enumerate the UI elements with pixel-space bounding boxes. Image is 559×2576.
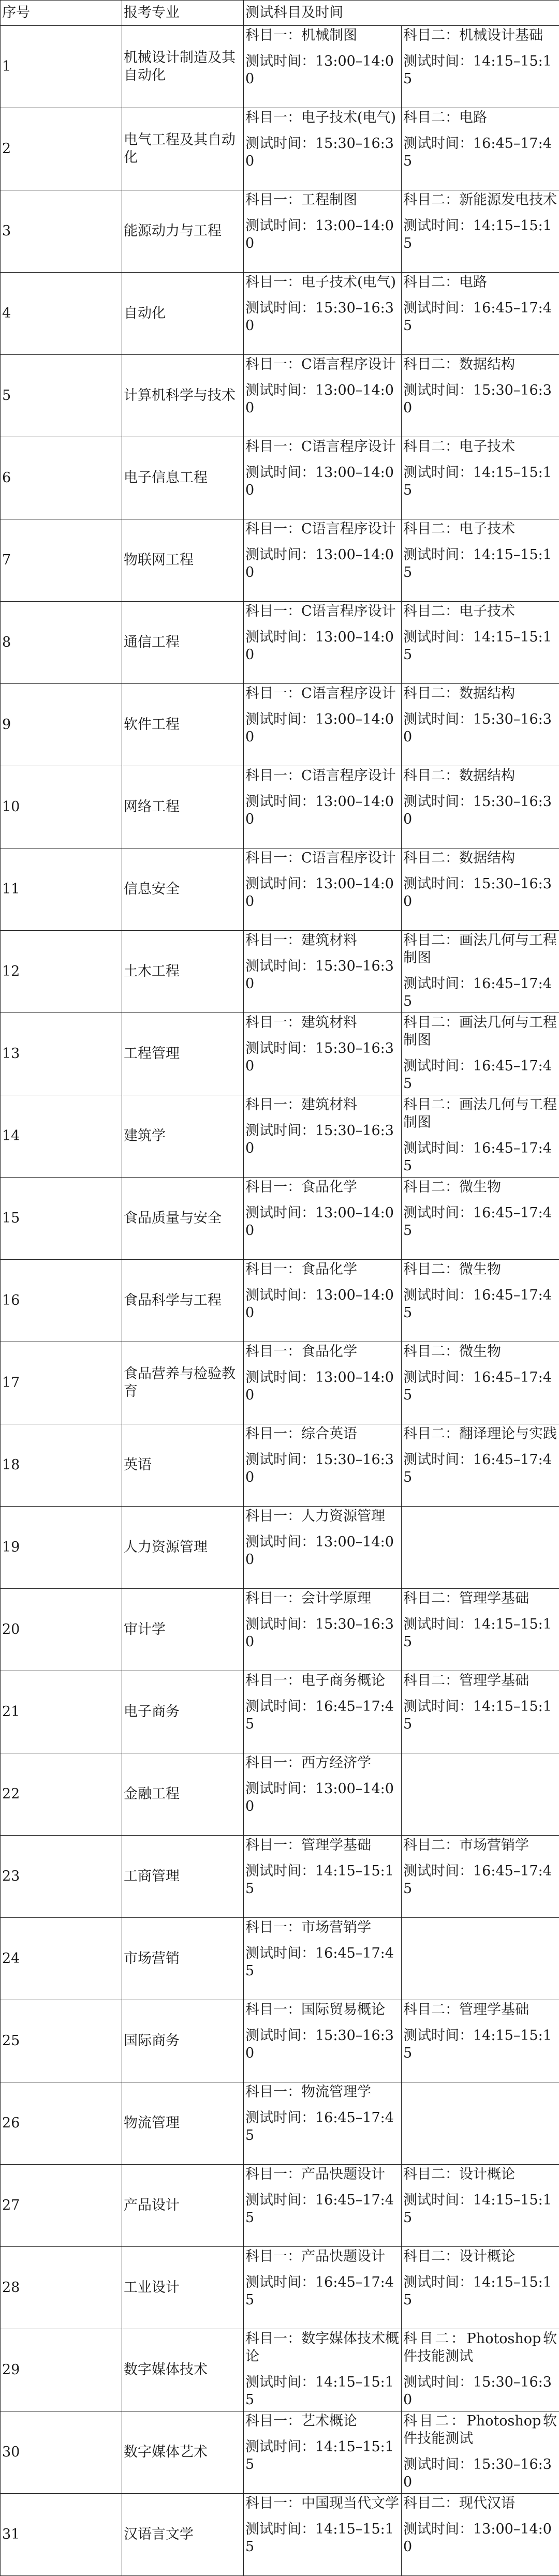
subject-2-name: 科目二：数据结构 (403, 685, 557, 703)
table-row (1, 2000, 559, 2082)
subject-2-cell (402, 1671, 559, 1753)
subject-1-name: 科目一：电子技术(电气) (245, 109, 399, 127)
subject-1-cell (244, 1918, 402, 2000)
row-number: 18 (1, 1424, 122, 1507)
subject-2-time: 测试时间：14:15–15:15 (403, 217, 557, 252)
subject-2-name: 科目二：翻译理论与实践 (403, 1425, 557, 1443)
major-name: 国际商务 (122, 2000, 244, 2082)
subject-1-cell (244, 1013, 402, 1095)
subject-1-cell (244, 931, 402, 1013)
major-name: 食品营养与检验教育 (122, 1342, 244, 1424)
subject-1-time: 测试时间：13:00–14:00 (245, 1287, 399, 1322)
subject-1-cell (244, 519, 402, 602)
subject-2-name: 科目二：设计概论 (403, 2166, 557, 2183)
row-number: 26 (1, 2082, 122, 2165)
subject-2-cell (402, 355, 559, 437)
table-row (1, 1095, 559, 1178)
major-name: 计算机科学与技术 (122, 355, 244, 437)
subject-2-cell (402, 190, 559, 273)
row-number: 27 (1, 2165, 122, 2247)
major-name: 人力资源管理 (122, 1507, 244, 1589)
major-name: 市场营销 (122, 1918, 244, 2000)
table-row (1, 2411, 559, 2494)
subject-1-time: 测试时间：13:00–14:00 (245, 793, 399, 828)
major-name: 数字媒体艺术 (122, 2411, 244, 2494)
subject-1-time: 测试时间：15:30–16:30 (245, 1040, 399, 1075)
major-name: 物联网工程 (122, 519, 244, 602)
subject-2-cell (402, 2494, 559, 2576)
subject-1-name: 科目一：会计学原理 (245, 1590, 399, 1607)
subject-2-time: 测试时间：14:15–15:15 (403, 629, 557, 664)
subject-2-time: 测试时间：16:45–17:45 (403, 1369, 557, 1404)
subject-1-name: 科目一：艺术概论 (245, 2413, 399, 2430)
subject-2-time: 测试时间：15:30–16:30 (403, 711, 557, 746)
table-row (1, 1507, 559, 1589)
subject-2-time: 测试时间：16:45–17:45 (403, 300, 557, 335)
subject-1-cell (244, 684, 402, 766)
major-name: 食品科学与工程 (122, 1260, 244, 1342)
subject-1-time: 测试时间：15:30–16:30 (245, 1122, 399, 1157)
major-name: 土木工程 (122, 931, 244, 1013)
subject-2-name: 科目二：电子技术 (403, 520, 557, 538)
table-row (1, 273, 559, 355)
table-row (1, 1013, 559, 1095)
row-number: 23 (1, 1836, 122, 1918)
subject-1-time: 测试时间：15:30–16:30 (245, 135, 399, 170)
subject-1-cell (244, 1424, 402, 1507)
major-name: 物流管理 (122, 2082, 244, 2165)
subject-1-cell (244, 1342, 402, 1424)
subject-1-name: 科目一：国际贸易概论 (245, 2001, 399, 2019)
subject-1-name: 科目一：电子技术(电气) (245, 274, 399, 291)
subject-2-cell (402, 2165, 559, 2247)
row-number: 14 (1, 1095, 122, 1178)
subject-1-time: 测试时间：13:00–14:00 (245, 546, 399, 582)
subject-2-time: 测试时间：16:45–17:45 (403, 1287, 557, 1322)
subject-2-cell (402, 2082, 559, 2165)
row-number: 10 (1, 766, 122, 848)
subject-1-time: 测试时间：13:00–14:00 (245, 217, 399, 252)
subject-1-time: 测试时间：13:00–14:00 (245, 1204, 399, 1240)
row-number: 31 (1, 2494, 122, 2576)
major-name: 汉语言文学 (122, 2494, 244, 2576)
subject-1-name: 科目一：中国现当代文学 (245, 2495, 399, 2512)
table-row (1, 2165, 559, 2247)
subject-2-name: 科目二：电路 (403, 274, 557, 291)
subject-1-name: 科目一：C语言程序设计 (245, 438, 399, 456)
subject-2-name: 科目二：管理学基础 (403, 2001, 557, 2019)
table-row (1, 355, 559, 437)
subject-1-time: 测试时间：13:00–14:00 (245, 464, 399, 499)
subject-2-cell (402, 1589, 559, 1671)
subject-1-name: 科目一：管理学基础 (245, 1837, 399, 1854)
subject-1-cell (244, 108, 402, 190)
table-row (1, 848, 559, 931)
subject-1-cell (244, 190, 402, 273)
subject-2-cell (402, 26, 559, 108)
subject-2-name: 科目二：管理学基础 (403, 1590, 557, 1607)
subject-1-name: 科目一：西方经济学 (245, 1754, 399, 1772)
table-row (1, 2247, 559, 2329)
subject-1-name: 科目一：物流管理学 (245, 2083, 399, 2101)
subject-1-time: 测试时间：14:15–15:15 (245, 1863, 399, 1898)
row-number: 12 (1, 931, 122, 1013)
table-row (1, 1836, 559, 1918)
row-number: 13 (1, 1013, 122, 1095)
subject-2-cell (402, 931, 559, 1013)
subject-2-time: 测试时间：15:30–16:30 (403, 382, 557, 417)
subject-1-name: 科目一：产品快题设计 (245, 2248, 399, 2266)
subject-1-time: 测试时间：16:45–17:45 (245, 2109, 399, 2145)
subject-2-name: 科目二：电子技术 (403, 603, 557, 620)
table-row (1, 1178, 559, 1260)
major-name: 食品质量与安全 (122, 1178, 244, 1260)
subject-1-cell (244, 2329, 402, 2411)
subject-2-cell (402, 1095, 559, 1178)
subject-2-cell (402, 2411, 559, 2494)
subject-2-name: 科目二：设计概论 (403, 2248, 557, 2266)
subject-1-name: 科目一：建筑材料 (245, 1096, 399, 1114)
subject-1-cell (244, 1260, 402, 1342)
row-number: 29 (1, 2329, 122, 2411)
subject-2-cell (402, 1342, 559, 1424)
table-row (1, 190, 559, 273)
row-number: 30 (1, 2411, 122, 2494)
subject-2-cell (402, 684, 559, 766)
major-name: 工业设计 (122, 2247, 244, 2329)
subject-1-time: 测试时间：13:00–14:00 (245, 53, 399, 88)
subject-2-time: 测试时间：14:15–15:15 (403, 1698, 557, 1733)
row-number: 22 (1, 1753, 122, 1836)
row-number: 1 (1, 26, 122, 108)
table-row (1, 1753, 559, 1836)
subject-1-name: 科目一：C语言程序设计 (245, 685, 399, 703)
subject-1-cell (244, 2494, 402, 2576)
subject-1-time: 测试时间：16:45–17:45 (245, 1945, 399, 1980)
subject-2-time: 测试时间：16:45–17:45 (403, 1140, 557, 1175)
row-number: 3 (1, 190, 122, 273)
major-name: 审计学 (122, 1589, 244, 1671)
subject-2-cell (402, 1178, 559, 1260)
row-number: 2 (1, 108, 122, 190)
subject-2-cell (402, 2000, 559, 2082)
table-row (1, 1260, 559, 1342)
row-number: 25 (1, 2000, 122, 2082)
major-name: 建筑学 (122, 1095, 244, 1178)
subject-2-name: 科目二：微生物 (403, 1261, 557, 1278)
subject-1-time: 测试时间：15:30–16:30 (245, 300, 399, 335)
subject-2-name: 科目二：数据结构 (403, 356, 557, 374)
table-row (1, 1918, 559, 2000)
subject-1-cell (244, 2247, 402, 2329)
subject-2-cell (402, 1753, 559, 1836)
major-name: 英语 (122, 1424, 244, 1507)
subject-1-name: 科目一：人力资源管理 (245, 1508, 399, 1525)
row-number: 7 (1, 519, 122, 602)
subject-2-cell (402, 2247, 559, 2329)
subject-2-time: 测试时间：14:15–15:15 (403, 2274, 557, 2309)
subject-1-time: 测试时间：13:00–14:00 (245, 382, 399, 417)
subject-1-time: 测试时间：16:45–17:45 (245, 2274, 399, 2309)
subject-2-time: 测试时间：16:45–17:45 (403, 135, 557, 170)
table-row (1, 26, 559, 108)
subject-1-cell (244, 1095, 402, 1178)
subject-1-cell (244, 1836, 402, 1918)
subject-1-time: 测试时间：16:45–17:45 (245, 2192, 399, 2227)
subject-1-time: 测试时间：15:30–16:30 (245, 1616, 399, 1651)
subject-2-name: 科目二：画法几何与工程制图 (403, 932, 557, 967)
row-number: 4 (1, 273, 122, 355)
table-row (1, 437, 559, 519)
header-subjects: 测试科目及时间 (244, 1, 559, 26)
subject-2-name: 科目二：管理学基础 (403, 1672, 557, 1690)
subject-2-cell (402, 602, 559, 684)
subject-1-time: 测试时间：13:00–14:00 (245, 1369, 399, 1404)
subject-1-cell (244, 1589, 402, 1671)
subject-1-cell (244, 2082, 402, 2165)
major-name: 通信工程 (122, 602, 244, 684)
subject-1-cell (244, 766, 402, 848)
subject-1-name: 科目一：C语言程序设计 (245, 520, 399, 538)
major-name: 金融工程 (122, 1753, 244, 1836)
subject-1-cell (244, 437, 402, 519)
subject-2-name: 科目二：微生物 (403, 1179, 557, 1196)
subject-2-time: 测试时间：16:45–17:45 (403, 975, 557, 1010)
subject-2-cell (402, 519, 559, 602)
subject-1-name: 科目一：建筑材料 (245, 1014, 399, 1032)
subject-1-name: 科目一：机械制图 (245, 27, 399, 44)
subject-2-time: 测试时间：14:15–15:15 (403, 546, 557, 582)
subject-2-cell (402, 437, 559, 519)
row-number: 28 (1, 2247, 122, 2329)
subject-1-cell (244, 2165, 402, 2247)
subject-1-time: 测试时间：13:00–14:00 (245, 711, 399, 746)
row-number: 8 (1, 602, 122, 684)
subject-1-cell (244, 602, 402, 684)
subject-2-name: 科目二：市场营销学 (403, 1837, 557, 1854)
subject-1-time: 测试时间：13:00–14:00 (245, 1533, 399, 1569)
subject-1-time: 测试时间：16:45–17:45 (245, 1698, 399, 1733)
major-name: 工商管理 (122, 1836, 244, 1918)
subject-1-name: 科目一：建筑材料 (245, 932, 399, 949)
subject-1-cell (244, 1507, 402, 1589)
subject-2-time: 测试时间：14:15–15:15 (403, 2027, 557, 2062)
table-row (1, 1424, 559, 1507)
major-name: 软件工程 (122, 684, 244, 766)
major-name: 机械设计制造及其自动化 (122, 26, 244, 108)
major-name: 电气工程及其自动化 (122, 108, 244, 190)
subject-1-cell (244, 1671, 402, 1753)
major-name: 产品设计 (122, 2165, 244, 2247)
subject-2-time: 测试时间：15:30–16:30 (403, 2456, 557, 2491)
subject-1-time: 测试时间：14:15–15:15 (245, 2374, 399, 2409)
subject-1-name: 科目一：C语言程序设计 (245, 603, 399, 620)
subject-1-name: 科目一：电子商务概论 (245, 1672, 399, 1690)
subject-1-time: 测试时间：13:00–14:00 (245, 875, 399, 911)
table-header-row (1, 1, 559, 26)
major-name: 信息安全 (122, 848, 244, 931)
subject-2-cell (402, 1918, 559, 2000)
row-number: 9 (1, 684, 122, 766)
subject-1-cell (244, 355, 402, 437)
subject-1-name: 科目一：市场营销学 (245, 1919, 399, 1937)
table-row (1, 1589, 559, 1671)
major-name: 工程管理 (122, 1013, 244, 1095)
subject-1-time: 测试时间：15:30–16:30 (245, 1451, 399, 1486)
subject-2-cell (402, 1424, 559, 1507)
header-major: 报考专业 (122, 1, 244, 26)
subject-2-time: 测试时间：16:45–17:45 (403, 1204, 557, 1240)
subject-2-name: 科目二：机械设计基础 (403, 27, 557, 44)
subject-2-cell (402, 1836, 559, 1918)
major-name: 网络工程 (122, 766, 244, 848)
subject-2-cell (402, 848, 559, 931)
subject-1-time: 测试时间：14:15–15:15 (245, 2438, 399, 2474)
subject-2-name: 科目二：数据结构 (403, 850, 557, 867)
subject-2-time: 测试时间：14:15–15:15 (403, 2192, 557, 2227)
subject-1-cell (244, 273, 402, 355)
subject-2-cell (402, 1260, 559, 1342)
subject-2-time: 测试时间：13:00–14:00 (403, 2521, 557, 2556)
subject-2-name: 科目二：电子技术 (403, 438, 557, 456)
subject-2-time: 测试时间：15:30–16:30 (403, 2374, 557, 2409)
subject-1-name: 科目一：C语言程序设计 (245, 356, 399, 374)
major-name: 电子信息工程 (122, 437, 244, 519)
subject-1-cell (244, 26, 402, 108)
subject-1-time: 测试时间：15:30–16:30 (245, 2027, 399, 2062)
subject-2-time: 测试时间：16:45–17:45 (403, 1058, 557, 1093)
row-number: 6 (1, 437, 122, 519)
subject-1-cell (244, 2411, 402, 2494)
subject-1-time: 测试时间：14:15–15:15 (245, 2521, 399, 2556)
table-row (1, 2494, 559, 2576)
subject-2-cell (402, 108, 559, 190)
table-row (1, 602, 559, 684)
subject-2-name: 科目二：Photoshop软件技能测试 (403, 2330, 557, 2365)
table-row (1, 519, 559, 602)
subject-2-cell (402, 273, 559, 355)
table-row (1, 1342, 559, 1424)
subject-1-name: 科目一：C语言程序设计 (245, 767, 399, 785)
table-row (1, 1671, 559, 1753)
major-name: 能源动力与工程 (122, 190, 244, 273)
major-name: 电子商务 (122, 1671, 244, 1753)
subject-2-name: 科目二：新能源发电技术 (403, 191, 557, 209)
subject-2-name: 科目二：现代汉语 (403, 2495, 557, 2512)
table-row (1, 684, 559, 766)
subject-1-name: 科目一：C语言程序设计 (245, 850, 399, 867)
subject-2-time: 测试时间：16:45–17:45 (403, 1863, 557, 1898)
row-number: 24 (1, 1918, 122, 2000)
subject-1-cell (244, 2000, 402, 2082)
subject-2-name: 科目二：电路 (403, 109, 557, 127)
table-row (1, 2082, 559, 2165)
row-number: 20 (1, 1589, 122, 1671)
subject-1-cell (244, 1178, 402, 1260)
subject-1-name: 科目一：数字媒体技术概论 (245, 2330, 399, 2365)
subject-1-cell (244, 848, 402, 931)
subject-2-time: 测试时间：15:30–16:30 (403, 875, 557, 911)
row-number: 5 (1, 355, 122, 437)
subject-2-time: 测试时间：14:15–15:15 (403, 464, 557, 499)
major-name: 数字媒体技术 (122, 2329, 244, 2411)
major-name: 自动化 (122, 273, 244, 355)
header-no: 序号 (1, 1, 122, 26)
subject-2-cell (402, 766, 559, 848)
subject-1-name: 科目一：综合英语 (245, 1425, 399, 1443)
table-row (1, 931, 559, 1013)
subject-2-name: 科目二：Photoshop软件技能测试 (403, 2413, 557, 2448)
subject-1-name: 科目一：食品化学 (245, 1261, 399, 1278)
row-number: 17 (1, 1342, 122, 1424)
subject-2-name: 科目二：微生物 (403, 1343, 557, 1361)
subject-2-time: 测试时间：14:15–15:15 (403, 53, 557, 88)
subject-1-time: 测试时间：15:30–16:30 (245, 958, 399, 993)
row-number: 16 (1, 1260, 122, 1342)
subject-1-name: 科目一：食品化学 (245, 1179, 399, 1196)
table-row (1, 766, 559, 848)
subject-2-time: 测试时间：15:30–16:30 (403, 793, 557, 828)
subject-2-cell (402, 2329, 559, 2411)
row-number: 21 (1, 1671, 122, 1753)
subject-1-time: 测试时间：13:00–14:00 (245, 1780, 399, 1815)
subject-2-name: 科目二：数据结构 (403, 767, 557, 785)
subject-2-name: 科目二：画法几何与工程制图 (403, 1096, 557, 1131)
subject-2-time: 测试时间：14:15–15:15 (403, 1616, 557, 1651)
table-row (1, 2329, 559, 2411)
subject-1-cell (244, 1753, 402, 1836)
row-number: 11 (1, 848, 122, 931)
subject-1-name: 科目一：产品快题设计 (245, 2166, 399, 2183)
row-number: 15 (1, 1178, 122, 1260)
subject-1-name: 科目一：工程制图 (245, 191, 399, 209)
subject-2-name: 科目二：画法几何与工程制图 (403, 1014, 557, 1049)
subject-1-name: 科目一：食品化学 (245, 1343, 399, 1361)
row-number: 19 (1, 1507, 122, 1589)
subject-2-cell (402, 1507, 559, 1589)
subject-2-time: 测试时间：16:45–17:45 (403, 1451, 557, 1486)
subject-1-time: 测试时间：13:00–14:00 (245, 629, 399, 664)
subject-2-cell (402, 1013, 559, 1095)
table-row (1, 108, 559, 190)
